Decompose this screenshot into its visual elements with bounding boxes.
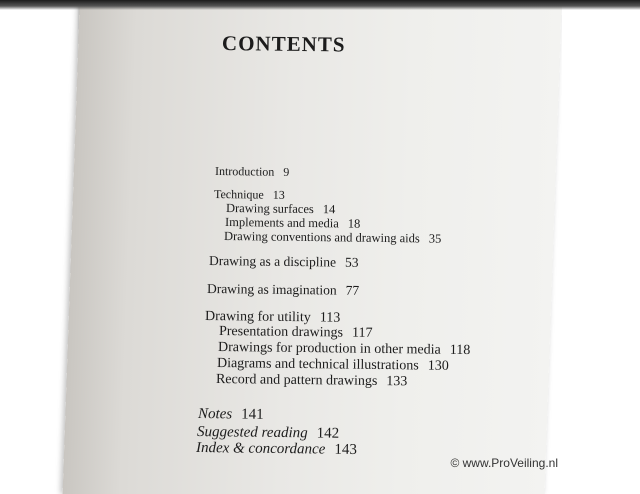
toc-page: 113 bbox=[319, 310, 341, 326]
toc-page: 35 bbox=[428, 231, 442, 246]
toc-entry bbox=[209, 253, 359, 271]
toc-title: Drawing as a discipline bbox=[208, 253, 337, 270]
toc-title: Diagrams and technical illustrations bbox=[216, 356, 419, 374]
toc-title: Drawing for utility bbox=[204, 309, 311, 326]
toc-page: 14 bbox=[322, 202, 336, 217]
toc-title: Technique bbox=[213, 187, 264, 202]
toc-page: 9 bbox=[283, 164, 290, 179]
toc-page: 142 bbox=[316, 425, 340, 442]
toc-page: 13 bbox=[272, 187, 285, 202]
toc-page: 133 bbox=[386, 374, 408, 390]
toc-title: Index & concordance bbox=[195, 440, 326, 458]
toc-title: Notes bbox=[197, 406, 233, 423]
toc-title: Presentation drawings bbox=[218, 324, 344, 341]
toc-title: Record and pattern drawings bbox=[215, 372, 378, 389]
toc-page: 143 bbox=[334, 441, 357, 458]
toc-title: Drawing conventions and drawing aids bbox=[223, 229, 420, 246]
toc-title: Implements and media bbox=[224, 215, 339, 231]
top-shadow bbox=[0, 0, 640, 10]
contents-heading: CONTENTS bbox=[221, 31, 346, 57]
toc-title: Introduction bbox=[214, 164, 275, 179]
watermark: © www.ProVeiling.nl bbox=[450, 456, 558, 470]
toc-page: 141 bbox=[241, 406, 264, 423]
toc-entry bbox=[219, 324, 373, 342]
toc-title: Suggested reading bbox=[196, 424, 308, 442]
toc-title: Drawings for production in other media bbox=[217, 340, 441, 358]
toc-title: Drawing as imagination bbox=[206, 281, 337, 298]
toc-entry bbox=[207, 281, 359, 299]
toc-entry bbox=[198, 406, 264, 424]
toc-page: 130 bbox=[427, 358, 449, 374]
toc-page: 77 bbox=[345, 282, 360, 298]
toc-entry bbox=[224, 229, 441, 247]
toc-entry bbox=[216, 372, 408, 390]
toc-entry bbox=[196, 440, 357, 459]
toc-page: 53 bbox=[344, 254, 359, 270]
background-right bbox=[562, 0, 640, 480]
toc-entry bbox=[215, 164, 290, 180]
book-page bbox=[63, 0, 562, 494]
toc-title: Drawing surfaces bbox=[225, 201, 314, 217]
toc-page: 117 bbox=[351, 325, 373, 341]
toc-page: 118 bbox=[449, 342, 471, 359]
toc-page: 18 bbox=[347, 216, 361, 231]
